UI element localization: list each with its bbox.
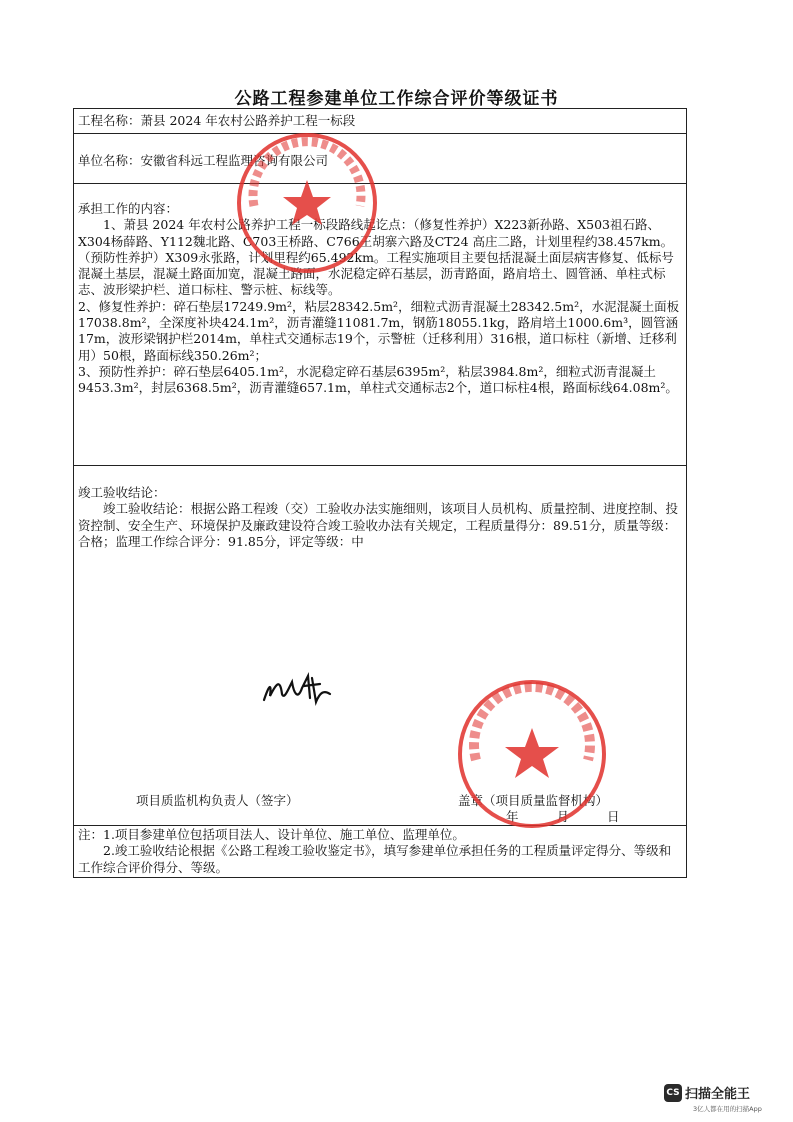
acceptance-section [78,485,682,550]
seal-label: 盖章（项目质量监督机构） [458,793,609,808]
note-2: 2.竣工验收结论根据《公路工程竣工验收鉴定书》，填写参建单位承担任务的工程质量评定得分、等级和工作综合评价得分、等级。 [78,843,672,875]
scanner-app-name: 扫描全能王 [685,1087,751,1102]
handwritten-signature [258,670,338,710]
note-1: 注：1.项目参建单位包括项目法人、设计单位、施工单位、监理单位。 [78,827,465,842]
document-title: 公路工程参建单位工作综合评价等级证书 [234,89,559,109]
leader-sign-label: 项目质监机构负责人（签字） [136,793,299,808]
month-label: 月 [556,809,570,824]
work-paragraph-1: 1、萧县 2024 年农村公路养护工程一标段路线起讫点：（修复性养护）X223新孙路、X503祖石路、X304杨薛路、Y112魏北路、C703王桥路、C766王胡寨六路及CT24 高庄二路，计划里程约38.457km。（预防性养护）X309永张路，计划里程约65.492km。工程实施项目主要包括混凝土面层病害修复、低标号混凝土基层，混凝土路面加宽，混凝土路面，水泥稳定碎石基层，沥青路面，路肩培土、圆管涵、单柱式标志、波形梁护栏、道口标柱、警示桩、标线等。 [78,217,674,298]
scanner-logo [664,1082,750,1102]
year-label: 年 [506,809,519,824]
company-seal [232,128,382,278]
acceptance-text: 竣工验收结论：根据公路工程竣（交）工验收办法实施细则，该项目人员机构、质量控制、进度控制、投资控制、安全生产、环境保护及廉政建设符合竣工验收办法有关规定，工程质量得分：89.51分，质量等级：合格；监理工作综合评分：91.85分，评定等级：中 [78,501,679,549]
work-content-heading: 承担工作的内容： [78,201,179,216]
project-name: 工程名称：萧县 2024 年农村公路养护工程一标段 [78,113,356,128]
notes-section [78,827,682,876]
acceptance-heading: 竣工验收结论： [78,485,166,500]
work-paragraph-3: 3、预防性养护：碎石垫层6405.1m²，水泥稳定碎石基层6395m²，粘层3984.8m²，细粒式沥青混凝土9453.3m²，封层6368.5m²，沥青灌缝657.1m，单柱式交通标志2个，道口标柱4根，路面标线64.08m²。 [78,363,678,396]
work-paragraph-2: 2、修复性养护：碎石垫层17249.9m²，粘层28342.5m²，细粒式沥青混凝土28342.5m²，水泥混凝土面板17038.8m²，全深度补块424.1m²，沥青灌缝11081.7m，钢筋18055.1kg，路肩培土1000.6m³，圆管涵17m，波形梁钢护栏2014m，单柱式交通标志19个，示警桩（迁移利用）316根，道口标柱（新增、迁移利用）50根，路面标线350.26m²； [78,298,680,363]
divider [74,465,686,466]
cs-logo-icon: CS [664,1084,682,1102]
authority-seal [452,674,612,834]
day-label: 日 [607,809,620,824]
unit-name: 单位名称：安徽省科远工程监理咨询有限公司 [78,153,329,168]
scanner-tagline: 3亿人都在用的扫描App [693,1105,762,1113]
